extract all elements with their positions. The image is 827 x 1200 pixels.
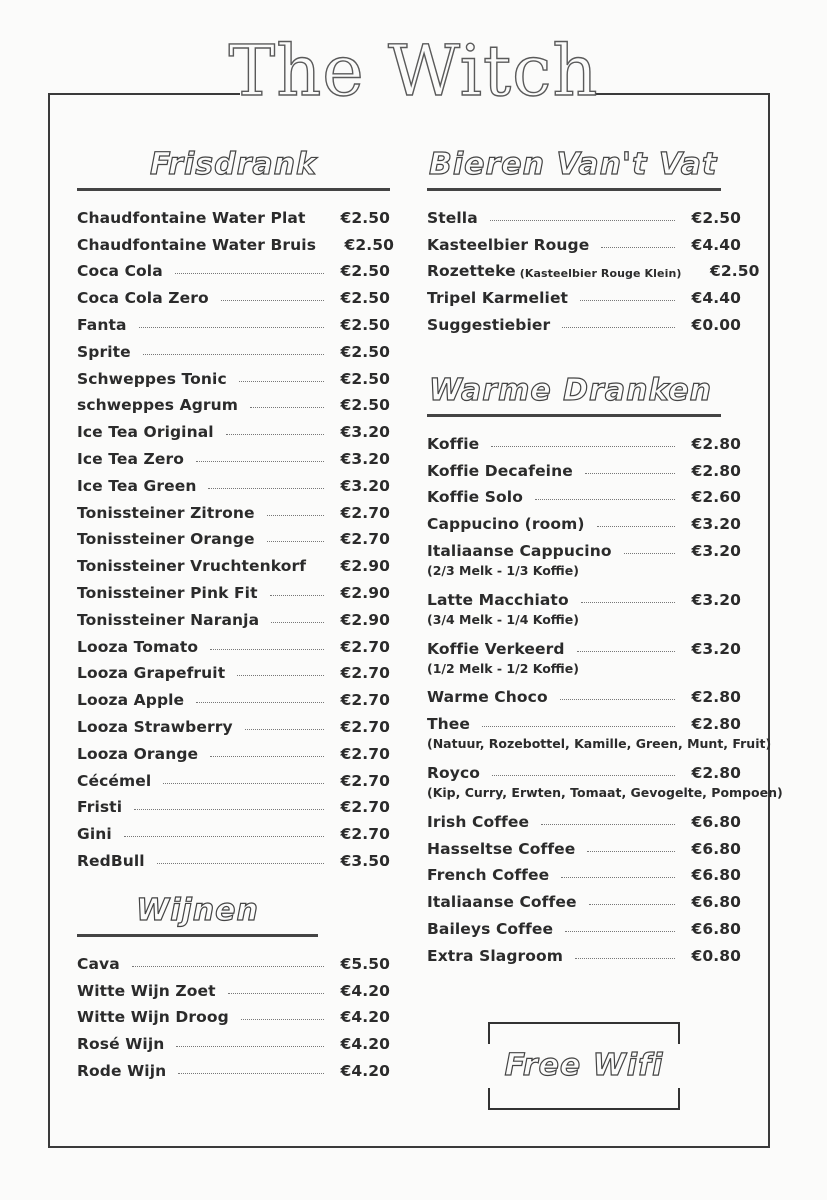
item-name: Ice Tea Original bbox=[77, 423, 214, 442]
menu-item bbox=[77, 522, 390, 549]
item-name: Italiaanse Coffee bbox=[427, 893, 577, 912]
item-name: French Coffee bbox=[427, 866, 550, 885]
item-name: Witte Wijn Droog bbox=[77, 1008, 229, 1027]
item-price: €6.80 bbox=[691, 839, 741, 858]
item-subnote: (Natuur, Rozebottel, Kamille, Green, Munt, Fruit) bbox=[427, 736, 772, 752]
menu-item bbox=[77, 973, 390, 1000]
menu-item bbox=[427, 280, 741, 307]
item-name: Chaudfontaine Water Plat bbox=[77, 208, 306, 227]
item-name: Hasseltse Coffee bbox=[427, 839, 576, 858]
dot-leader bbox=[601, 246, 675, 248]
item-name: Looza Orange bbox=[77, 744, 199, 763]
dot-leader bbox=[565, 930, 675, 932]
item-name: Suggestiebier bbox=[427, 315, 551, 334]
item-name: Chaudfontaine Water Bruis bbox=[77, 235, 317, 254]
item-price: €2.70 bbox=[340, 825, 390, 844]
item-price: €2.70 bbox=[340, 771, 390, 790]
dot-leader bbox=[228, 992, 324, 994]
item-price: €3.20 bbox=[340, 476, 390, 495]
frisdrank-list bbox=[77, 200, 395, 870]
item-name: Irish Coffee bbox=[427, 812, 530, 831]
menu-item bbox=[427, 631, 741, 658]
free-wifi-badge bbox=[488, 1022, 680, 1110]
dot-leader bbox=[491, 445, 675, 447]
menu-item bbox=[77, 388, 390, 415]
wijnen-list bbox=[77, 946, 390, 1080]
menu-item bbox=[427, 858, 741, 885]
menu-item bbox=[77, 307, 390, 334]
item-price: €2.80 bbox=[691, 434, 741, 453]
item-name: Italiaanse Cappucino bbox=[427, 541, 612, 560]
item-price: €6.80 bbox=[691, 919, 741, 938]
item-name: Looza Tomato bbox=[77, 637, 199, 656]
menu-item bbox=[77, 468, 390, 495]
item-price: €2.70 bbox=[340, 637, 390, 656]
dot-leader bbox=[580, 299, 675, 301]
item-name: Looza Apple bbox=[77, 691, 185, 710]
item-name: Cava bbox=[77, 954, 120, 973]
menu-item bbox=[77, 361, 390, 388]
left-column bbox=[77, 147, 395, 1080]
item-price: €2.90 bbox=[340, 610, 390, 629]
menu-item bbox=[427, 911, 741, 938]
section-title-warme-dranken: Warme Dranken bbox=[427, 376, 721, 417]
item-price: €2.50 bbox=[340, 396, 390, 415]
item-name: Tonissteiner Zitrone bbox=[77, 503, 255, 522]
menu-item bbox=[427, 831, 741, 858]
dot-leader bbox=[226, 433, 324, 435]
dot-leader bbox=[132, 965, 324, 967]
dot-leader bbox=[267, 514, 324, 516]
dot-leader bbox=[267, 540, 324, 542]
menu-item bbox=[427, 200, 741, 227]
item-subnote: (1/2 Melk - 1/2 Koffie) bbox=[427, 660, 579, 676]
item-price: €2.50 bbox=[691, 208, 741, 227]
dot-leader bbox=[561, 876, 675, 878]
menu-item bbox=[77, 575, 390, 602]
item-name: Fanta bbox=[77, 315, 127, 334]
item-price: €3.50 bbox=[340, 851, 390, 870]
dot-leader bbox=[196, 460, 324, 462]
menu-item bbox=[427, 755, 741, 782]
item-price: €2.70 bbox=[340, 664, 390, 683]
item-name: Rode Wijn bbox=[77, 1061, 167, 1080]
item-price: €2.70 bbox=[340, 530, 390, 549]
menu-item bbox=[427, 480, 741, 507]
menu-item bbox=[77, 709, 390, 736]
dot-leader bbox=[241, 1018, 324, 1020]
item-name: Extra Slagroom bbox=[427, 946, 564, 965]
section-title-bieren: Bieren Van't Vat bbox=[427, 150, 721, 191]
dot-leader bbox=[597, 525, 675, 527]
menu-item bbox=[427, 804, 741, 831]
item-name: Tripel Karmeliet bbox=[427, 289, 569, 308]
item-price: €6.80 bbox=[691, 866, 741, 885]
item-name: Tonissteiner Orange bbox=[77, 530, 255, 549]
item-name: Ice Tea Green bbox=[77, 476, 197, 495]
section-frisdrank bbox=[77, 147, 395, 870]
dot-leader bbox=[575, 957, 675, 959]
menu-item bbox=[77, 736, 390, 763]
item-name: Koffie Solo bbox=[427, 488, 523, 507]
item-price: €4.20 bbox=[340, 1008, 390, 1027]
item-name: Koffie bbox=[427, 434, 480, 453]
menu-item bbox=[77, 1026, 390, 1053]
item-price: €4.20 bbox=[340, 1061, 390, 1080]
bieren-list bbox=[427, 200, 760, 334]
item-name: Looza Strawberry bbox=[77, 717, 233, 736]
item-price: €4.40 bbox=[691, 289, 741, 308]
menu-item bbox=[77, 334, 390, 361]
item-price: €2.70 bbox=[340, 503, 390, 522]
item-name: Baileys Coffee bbox=[427, 919, 554, 938]
item-price: €6.80 bbox=[691, 812, 741, 831]
item-name: Tonissteiner Pink Fit bbox=[77, 583, 258, 602]
item-price: €0.80 bbox=[691, 946, 741, 965]
dot-leader bbox=[585, 472, 675, 474]
item-name: Schweppes Tonic bbox=[77, 369, 227, 388]
item-name: Rosé Wijn bbox=[77, 1035, 165, 1054]
item-price: €3.20 bbox=[340, 449, 390, 468]
item-price: €2.50 bbox=[340, 315, 390, 334]
dot-leader bbox=[271, 621, 324, 623]
menu-item bbox=[77, 280, 390, 307]
menu-item bbox=[427, 706, 741, 733]
item-name: Gini bbox=[77, 825, 112, 844]
dot-leader bbox=[239, 380, 324, 382]
dot-leader bbox=[210, 755, 324, 757]
menu-item bbox=[77, 790, 390, 817]
dot-leader bbox=[124, 835, 324, 837]
menu-item bbox=[77, 414, 390, 441]
item-name: Stella bbox=[427, 208, 478, 227]
item-price: €2.50 bbox=[340, 208, 390, 227]
dot-leader bbox=[210, 648, 324, 650]
item-subnote: (2/3 Melk - 1/3 Koffie) bbox=[427, 562, 579, 578]
dot-leader bbox=[134, 808, 324, 810]
menu-item bbox=[427, 426, 741, 453]
item-name: Looza Grapefruit bbox=[77, 664, 226, 683]
item-name: Koffie Decafeine bbox=[427, 461, 573, 480]
item-name: Ice Tea Zero bbox=[77, 449, 184, 468]
warme-dranken-list bbox=[427, 426, 783, 965]
item-price: €2.80 bbox=[691, 688, 741, 707]
item-price: €4.20 bbox=[340, 981, 390, 1000]
item-subnote: (Kip, Curry, Erwten, Tomaat, Gevogelte, Pompoen) bbox=[427, 784, 783, 800]
menu-item bbox=[427, 582, 741, 609]
menu-item bbox=[77, 843, 390, 870]
dot-leader bbox=[143, 353, 324, 355]
item-subnote: (3/4 Melk - 1/4 Koffie) bbox=[427, 611, 579, 627]
item-price: €3.20 bbox=[340, 423, 390, 442]
item-price: €2.80 bbox=[691, 715, 741, 734]
menu-item bbox=[77, 441, 390, 468]
dot-leader bbox=[482, 725, 675, 727]
item-name: Coca Cola Zero bbox=[77, 289, 209, 308]
dot-leader bbox=[581, 601, 675, 603]
dot-leader bbox=[317, 220, 324, 221]
item-price: €6.80 bbox=[691, 893, 741, 912]
menu-item bbox=[427, 453, 741, 480]
menu-item bbox=[77, 656, 390, 683]
menu-item bbox=[77, 548, 390, 575]
dot-leader bbox=[139, 326, 324, 328]
item-price: €3.20 bbox=[691, 590, 741, 609]
item-name: Kasteelbier Rouge bbox=[427, 235, 590, 254]
item-price: €2.50 bbox=[340, 369, 390, 388]
item-note: (Kasteelbier Rouge Klein) bbox=[519, 267, 682, 281]
item-price: €4.20 bbox=[340, 1035, 390, 1054]
dot-leader bbox=[208, 487, 324, 489]
dot-leader bbox=[535, 498, 675, 500]
item-price: €2.60 bbox=[691, 488, 741, 507]
section-warme-dranken bbox=[427, 372, 783, 965]
item-name: Warme Choco bbox=[427, 688, 548, 707]
dot-leader bbox=[221, 299, 324, 301]
item-name: Witte Wijn Zoet bbox=[77, 981, 216, 1000]
item-name: Sprite bbox=[77, 342, 131, 361]
item-price: €2.70 bbox=[340, 744, 390, 763]
menu-item bbox=[77, 227, 395, 254]
dot-leader bbox=[237, 674, 324, 676]
menu-item bbox=[427, 938, 741, 965]
menu-item bbox=[77, 946, 390, 973]
dot-leader bbox=[490, 219, 675, 221]
item-name: Rozetteke bbox=[427, 262, 516, 281]
dot-leader bbox=[163, 782, 324, 784]
menu-item bbox=[427, 307, 741, 334]
item-price: €2.50 bbox=[340, 289, 390, 308]
menu-item bbox=[427, 884, 741, 911]
item-price: €2.50 bbox=[340, 262, 390, 281]
item-name: Thee bbox=[427, 715, 471, 734]
menu-item bbox=[77, 254, 390, 281]
item-name: Coca Cola bbox=[77, 262, 163, 281]
dot-leader bbox=[318, 568, 324, 569]
item-price: €2.80 bbox=[691, 763, 741, 782]
menu-item bbox=[427, 227, 741, 254]
menu-item bbox=[77, 1000, 390, 1027]
item-price: €2.50 bbox=[709, 262, 760, 281]
dot-leader bbox=[562, 326, 675, 328]
item-name: Tonissteiner Vruchtenkorf bbox=[77, 557, 307, 576]
menu-item bbox=[77, 495, 390, 522]
dot-leader bbox=[176, 1045, 324, 1047]
dot-leader bbox=[270, 594, 324, 596]
item-name: schweppes Agrum bbox=[77, 396, 239, 415]
item-price: €5.50 bbox=[340, 954, 390, 973]
menu-item bbox=[427, 680, 741, 707]
item-price: €2.50 bbox=[340, 342, 390, 361]
item-name: Royco bbox=[427, 763, 481, 782]
item-price: €2.90 bbox=[340, 583, 390, 602]
dot-leader bbox=[624, 552, 675, 554]
right-column bbox=[427, 147, 783, 965]
menu-title: The Witch bbox=[228, 30, 599, 112]
dot-leader bbox=[577, 650, 675, 652]
dot-leader bbox=[492, 774, 675, 776]
item-name: Koffie Verkeerd bbox=[427, 639, 565, 658]
item-name: RedBull bbox=[77, 851, 145, 870]
menu-item bbox=[77, 763, 390, 790]
menu-item bbox=[427, 506, 741, 533]
item-price: €2.70 bbox=[340, 798, 390, 817]
item-price: €2.50 bbox=[344, 235, 395, 254]
menu-item bbox=[77, 200, 390, 227]
menu-item bbox=[77, 816, 390, 843]
item-price: €4.40 bbox=[691, 235, 741, 254]
item-price: €2.80 bbox=[691, 461, 741, 480]
section-bieren bbox=[427, 147, 760, 334]
dot-leader bbox=[589, 903, 675, 905]
item-price: €3.20 bbox=[691, 541, 741, 560]
dot-leader bbox=[541, 823, 675, 825]
section-wijnen bbox=[77, 892, 390, 1080]
dot-leader bbox=[587, 850, 675, 852]
dot-leader bbox=[560, 698, 675, 700]
menu-item bbox=[77, 682, 390, 709]
menu-item bbox=[427, 533, 741, 560]
menu-item bbox=[77, 1053, 390, 1080]
item-price: €2.70 bbox=[340, 691, 390, 710]
item-name: Cappucino (room) bbox=[427, 515, 585, 534]
item-price: €3.20 bbox=[691, 515, 741, 534]
item-price: €0.00 bbox=[691, 315, 741, 334]
item-name: Tonissteiner Naranja bbox=[77, 610, 260, 629]
free-wifi-label: Free Wifi bbox=[504, 1048, 664, 1083]
dot-leader bbox=[157, 862, 324, 864]
dot-leader bbox=[175, 272, 324, 274]
menu-item bbox=[77, 602, 390, 629]
item-name: Cécémel bbox=[77, 771, 152, 790]
menu-item bbox=[77, 629, 390, 656]
item-name: Latte Macchiato bbox=[427, 590, 569, 609]
dot-leader bbox=[250, 406, 324, 408]
dot-leader bbox=[196, 701, 324, 703]
menu-item bbox=[427, 254, 760, 281]
dot-leader bbox=[245, 728, 324, 730]
section-title-wijnen: Wijnen bbox=[77, 896, 318, 937]
item-price: €3.20 bbox=[691, 639, 741, 658]
item-price: €2.90 bbox=[340, 557, 390, 576]
item-name: Fristi bbox=[77, 798, 123, 817]
section-title-frisdrank: Frisdrank bbox=[77, 150, 390, 191]
dot-leader bbox=[178, 1072, 324, 1074]
item-price: €2.70 bbox=[340, 717, 390, 736]
